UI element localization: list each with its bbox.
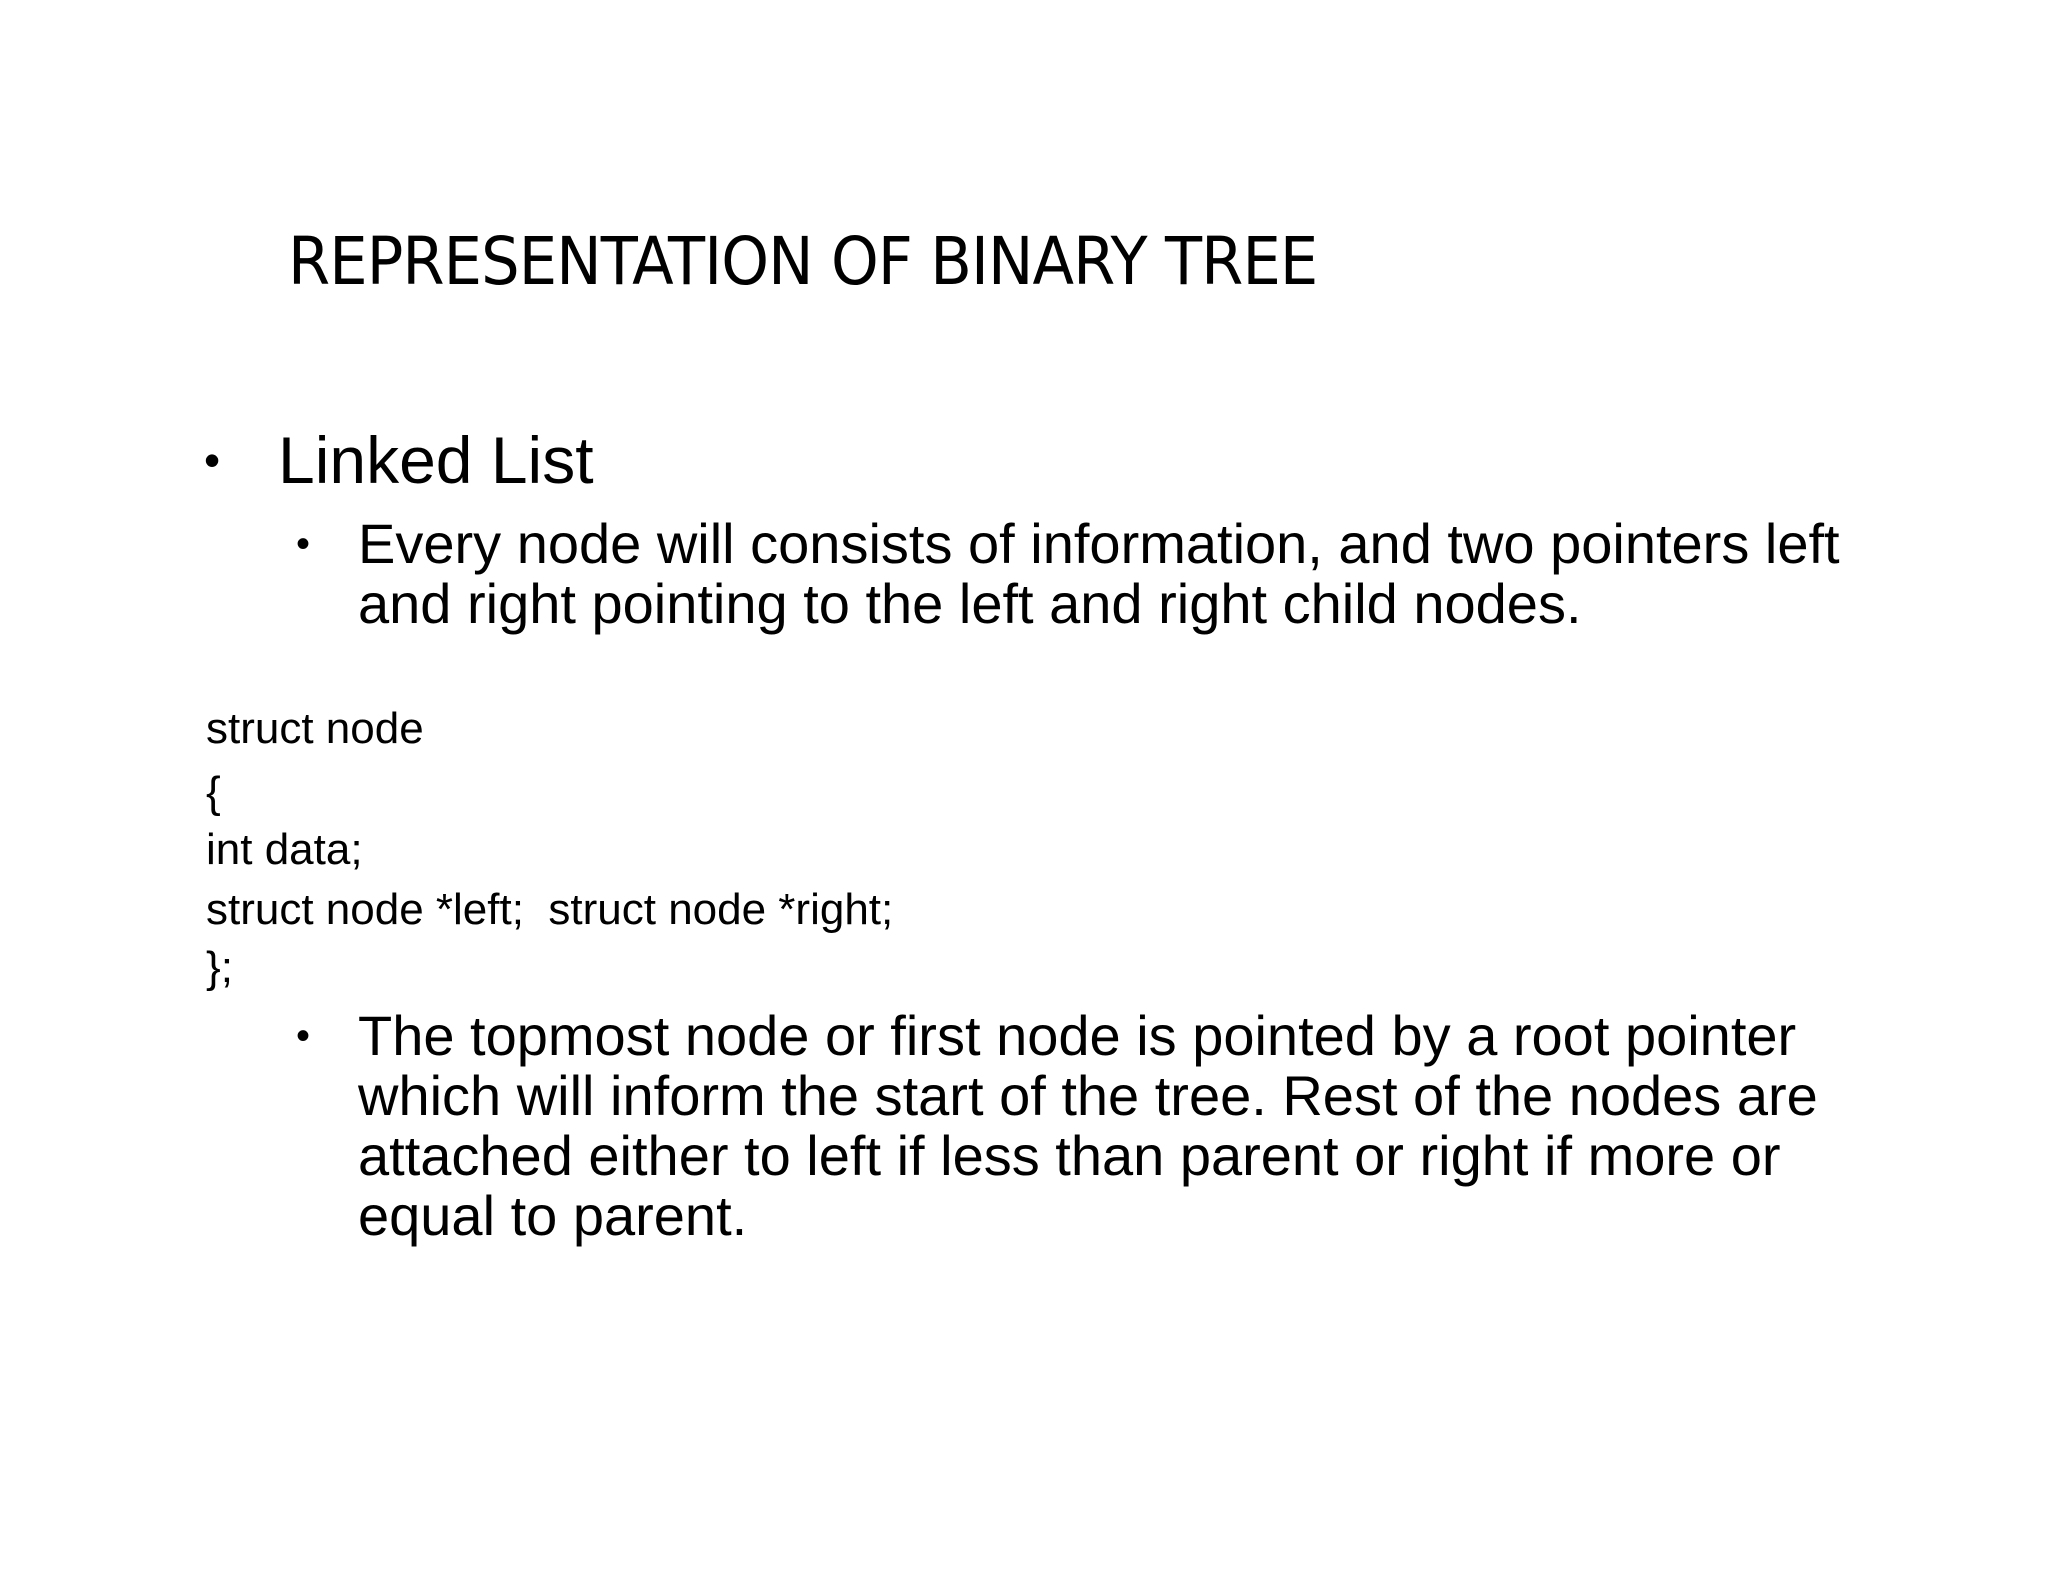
code-line: struct node *left; struct node *right;	[206, 885, 894, 934]
slide-title: REPRESENTATION OF BINARY TREE	[288, 223, 1318, 300]
bullet-text: Linked List	[278, 423, 594, 497]
sub-bullet-marker: •	[296, 1014, 311, 1058]
sub-bullet-node-description	[296, 514, 1916, 634]
sub-bullet-text: The topmost node or first node is pointed by a root pointer which will inform the start of the tree. Rest of the nodes are attached either to left if less than parent or right if more or equal to parent.	[358, 1004, 1818, 1247]
bullet-linked-list	[204, 420, 594, 500]
sub-bullet-marker: •	[296, 522, 311, 566]
code-line: int data;	[206, 825, 363, 874]
code-line: struct node	[206, 704, 424, 753]
sub-bullet-root-pointer	[296, 1006, 1916, 1246]
code-line: {	[206, 768, 221, 817]
bullet-marker: •	[204, 434, 221, 486]
code-line: };	[206, 943, 233, 992]
sub-bullet-text: Every node will consists of information, and two pointers left and right pointing to the left and right child nodes.	[358, 512, 1840, 635]
